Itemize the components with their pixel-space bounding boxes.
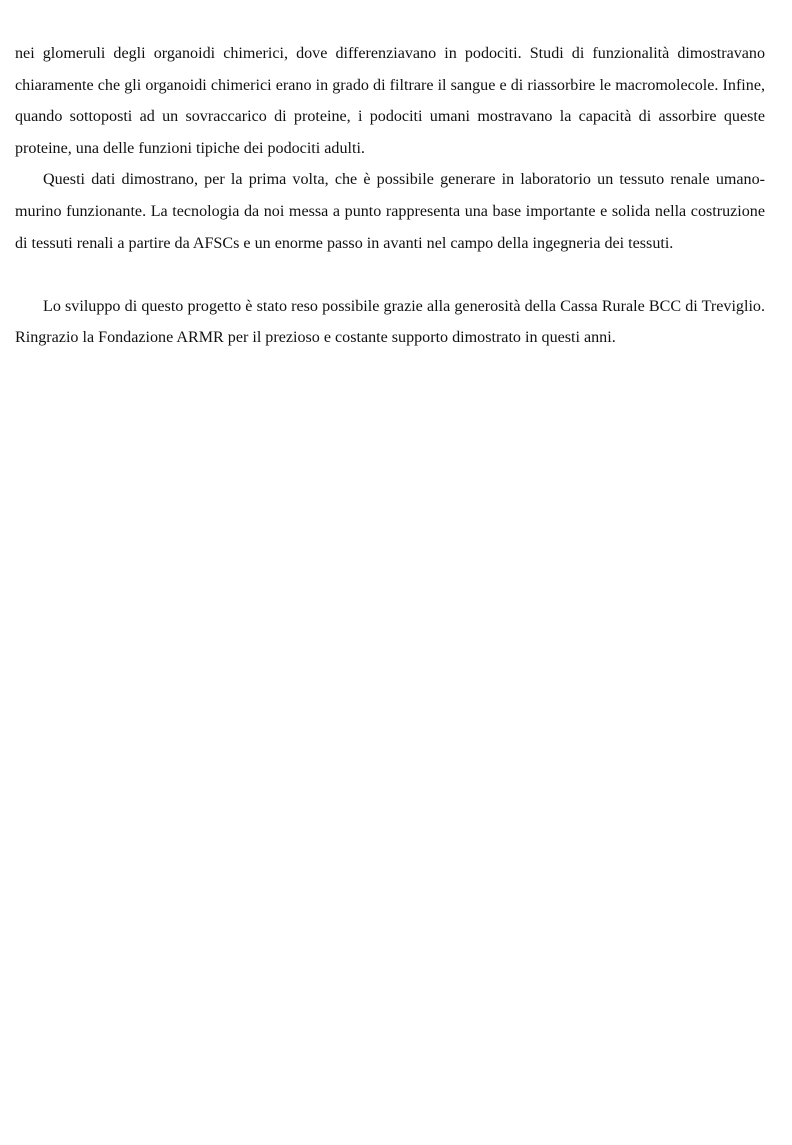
paragraph-2: Questi dati dimostrano, per la prima volta, che è possibile generare in laboratorio un tessuto renale umano-murino funzionante. La tecnologia da noi messa a punto rappresenta una base importante e solida nella costruzione di tessuti renali a partire da AFSCs e un enorme passo in avanti nel campo della ingegneria dei tessuti. bbox=[15, 171, 765, 252]
paragraph-spacer bbox=[15, 259, 765, 291]
paragraph-acknowledgements: Lo sviluppo di questo progetto è stato reso possibile grazie alla generosità della Cassa Rurale BCC di Treviglio. Ringrazio la Fondazione ARMR per il prezioso e costante supporto dimostrato in questi anni. bbox=[15, 297, 765, 347]
paragraph-1: nei glomeruli degli organoidi chimerici, dove differenziavano in podociti. Studi di funzionalità dimostravano chiaramente che gli organoidi chimerici erano in grado di filtrare il sangue e di riassorbire le macromolecole. Infine, quando sottoposti ad un sovraccarico di proteine, i podociti umani mostravano la capacità di assorbire queste proteine, una delle funzioni tipiche dei podociti adulti. bbox=[15, 45, 765, 157]
document-page bbox=[15, 38, 765, 354]
